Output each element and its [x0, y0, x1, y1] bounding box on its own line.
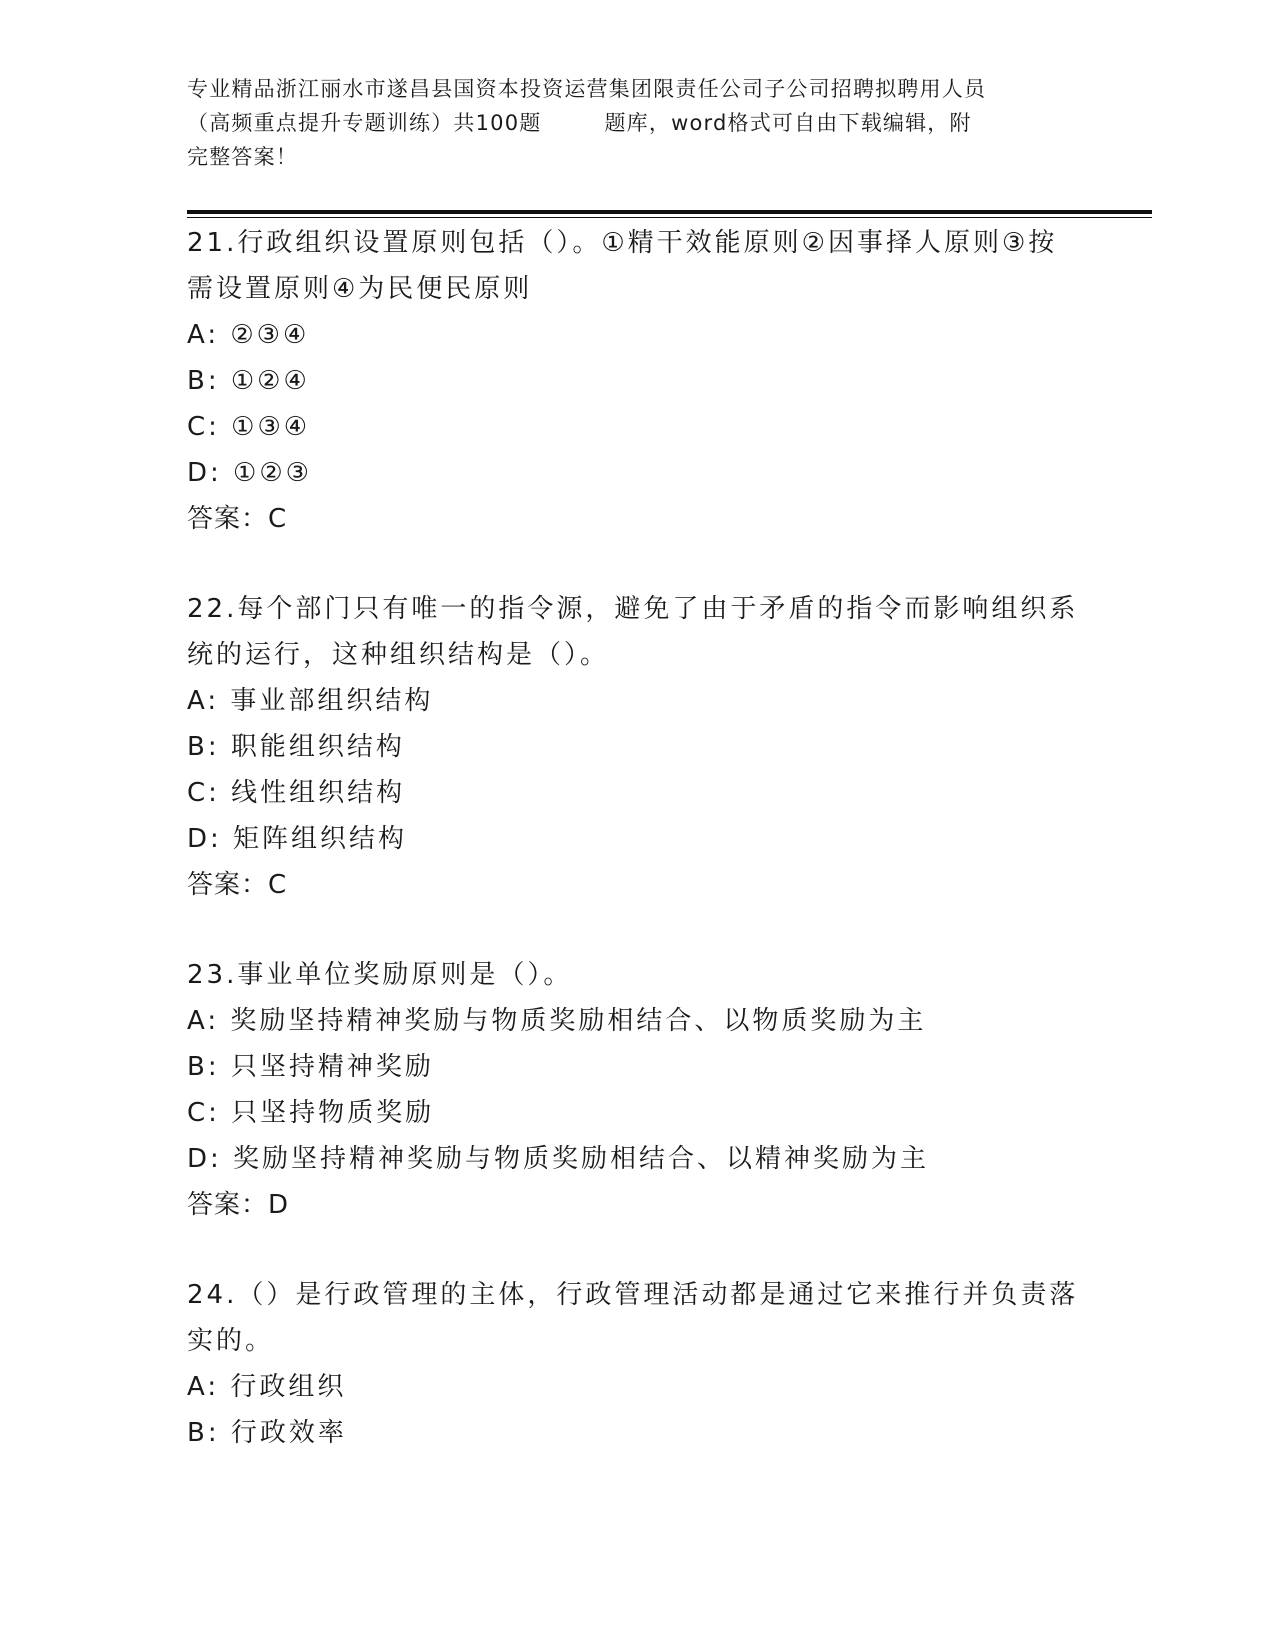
option-d: D: 矩阵组织结构 [187, 824, 408, 854]
question-stem: 实的。 [187, 1326, 275, 1356]
header-line: （高频重点提升专题训练）共100题 题库，word格式可自由下载编辑，附 [187, 111, 972, 135]
answer: 答案：C [187, 870, 288, 900]
question-stem: 22.每个部门只有唯一的指令源，避免了由于矛盾的指令而影响组织系 [187, 594, 1079, 624]
spacer [187, 908, 1087, 952]
header-divider-thin [187, 217, 1152, 218]
answer: 答案：C [187, 504, 288, 534]
option-a: A: ②③④ [187, 320, 310, 350]
option-c: C: ①③④ [187, 412, 311, 442]
question-stem: 需设置原则④为民便民原则 [187, 274, 533, 304]
spacer [187, 1228, 1087, 1272]
answer: 答案：D [187, 1190, 290, 1220]
option-b: B: ①②④ [187, 366, 310, 396]
question-stem: 23.事业单位奖励原则是（）。 [187, 960, 573, 990]
document-header [187, 72, 1067, 174]
option-c: C: 线性组织结构 [187, 778, 406, 808]
option-a: A: 奖励坚持精神奖励与物质奖励相结合、以物质奖励为主 [187, 1006, 927, 1036]
option-d: D: ①②③ [187, 458, 312, 488]
question-22 [187, 586, 1087, 908]
question-stem: 21.行政组织设置原则包括（）。①精干效能原则②因事择人原则③按 [187, 228, 1058, 258]
option-a: A: 行政组织 [187, 1372, 347, 1402]
spacer [187, 542, 1087, 586]
option-a: A: 事业部组织结构 [187, 686, 434, 716]
question-23 [187, 952, 1087, 1228]
option-c: C: 只坚持物质奖励 [187, 1098, 435, 1128]
header-line: 完整答案！ [187, 145, 298, 169]
question-24 [187, 1272, 1087, 1456]
question-stem: 统的运行，这种组织结构是（）。 [187, 640, 610, 670]
header-divider-thick [187, 210, 1152, 214]
header-line: 专业精品浙江丽水市遂昌县国资本投资运营集团限责任公司子公司招聘拟聘用人员 [187, 77, 987, 101]
option-b: B: 行政效率 [187, 1418, 347, 1448]
option-b: B: 职能组织结构 [187, 732, 405, 762]
question-stem: 24.（）是行政管理的主体，行政管理活动都是通过它来推行并负责落 [187, 1280, 1079, 1310]
question-21 [187, 220, 1087, 542]
option-b: B: 只坚持精神奖励 [187, 1052, 434, 1082]
option-d: D: 奖励坚持精神奖励与物质奖励相结合、以精神奖励为主 [187, 1144, 930, 1174]
question-list [187, 220, 1087, 1456]
